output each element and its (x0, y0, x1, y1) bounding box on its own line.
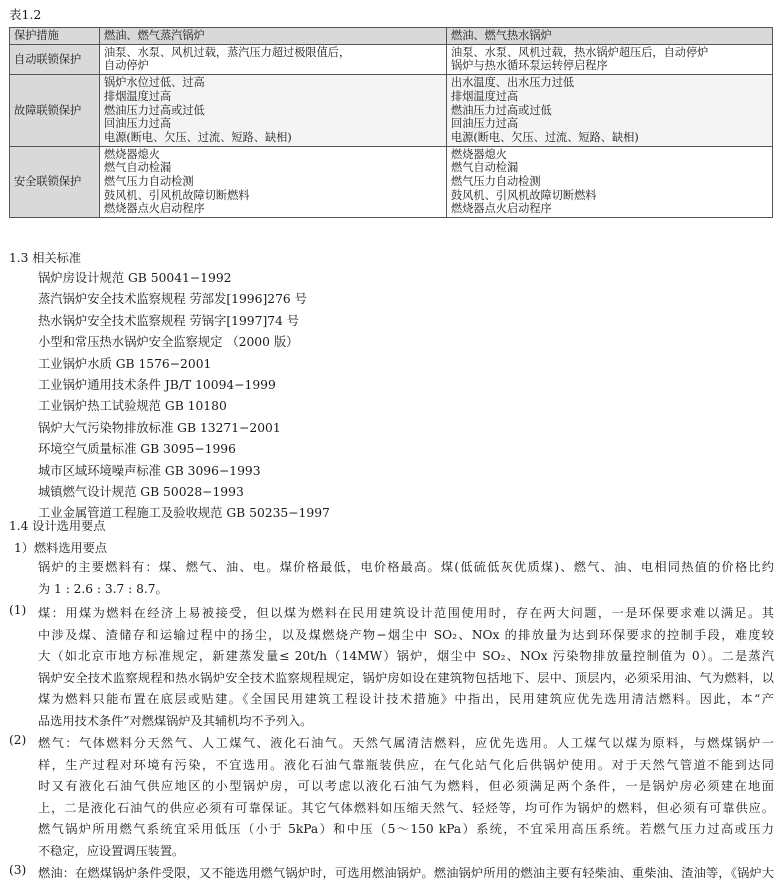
paragraph-line: 锅炉的主要燃料有：煤、燃气、油、电。煤价格最低，电价格最高。煤(低硫低灰优质煤)、燃气、油、电相同热值的价格比约 (38, 560, 774, 574)
cell-line: 燃气压力自动检测 (451, 175, 541, 189)
standard-item: 锅炉房设计规范 GB 50041−1992 (38, 271, 232, 285)
standard-item: 热水锅炉安全技术监察规程 劳锅字[1997]74 号 (38, 313, 300, 328)
cell-line: 燃烧器熄火 (104, 147, 160, 161)
standard-item: 工业金属管道工程施工及验收规范 GB 50235−1997 (38, 506, 330, 521)
cell-line: 自动停炉 (104, 59, 149, 73)
row-label: 故障联锁保护 (10, 75, 100, 147)
cell-line: 回油压力过高 (104, 117, 172, 131)
table-row (10, 75, 773, 147)
cell-line: 油泵、水泵、风机过载，热水锅炉超压后，自动停炉 (451, 45, 709, 59)
subsection-fuel-title: 1）燃料选用要点 (14, 541, 108, 555)
gas-paragraph (38, 733, 774, 863)
cell-line: 电源(断电、欠压、过流、短路、缺相) (104, 130, 292, 144)
cell-line: 电源(断电、欠压、过流、短路、缺相) (451, 130, 639, 144)
protection-table (9, 27, 773, 218)
item-number: (1) (9, 603, 27, 617)
standard-item: 小型和常压热水锅炉安全监察规定 （2000 版） (38, 335, 299, 350)
cell-line: 锅炉水位过低、过高 (104, 76, 205, 90)
cell-line: 燃烧器熄火 (451, 147, 507, 161)
row-label: 自动联锁保护 (10, 44, 100, 74)
paragraph-line: 锅炉安全技术监察规程和热水锅炉安全技术监察规程规定，锅炉房如设在建筑物包括地下、层中、顶层内，必须采用油、气为燃料，以 (38, 670, 774, 685)
cell-line: 锅炉与热水循环泵运转停启程序 (451, 59, 608, 73)
hot-water-cell (447, 146, 773, 218)
standards-list (38, 268, 330, 525)
paragraph-line: 燃气：气体燃料分天然气、人工煤气、液化石油气。天然气属清洁燃料，应优先选用。人工煤气以煤为原料，与燃煤锅炉一 (38, 736, 774, 750)
standard-item: 城市区域环境噪声标准 GB 3096−1993 (38, 463, 261, 478)
oil-paragraph (38, 863, 774, 885)
table-header-row (10, 28, 773, 45)
cell-line: 油泵、水泵、风机过载，蒸汽压力超过极限值后， (104, 45, 351, 59)
cell-line: 排烟温度过高 (451, 89, 519, 103)
cell-line: 燃气自动检漏 (451, 161, 519, 175)
fuel-intro-paragraph (38, 557, 774, 600)
standard-item: 蒸汽锅炉安全技术监察规程 劳部发[1996]276 号 (38, 292, 307, 307)
header-protection-measure: 保护措施 (10, 28, 100, 45)
cell-line: 燃油压力过高或过低 (104, 103, 205, 117)
header-steam-boiler: 燃油、燃气蒸汽锅炉 (100, 28, 447, 45)
cell-line: 燃气压力自动检测 (104, 175, 194, 189)
paragraph-line: 中涉及煤、渣储存和运输过程中的扬尘，以及煤燃烧产物−烟尘中 SO₂、NOx 的排放量为达到环保要求的控制手段，难度较 (38, 627, 774, 642)
steam-cell (100, 75, 447, 147)
standard-item: 工业锅炉水质 GB 1576−2001 (38, 356, 212, 371)
cell-line: 排烟温度过高 (104, 89, 172, 103)
row-label: 安全联锁保护 (10, 146, 100, 218)
cell-line: 燃烧器点火启动程序 (451, 202, 552, 216)
coal-paragraph (38, 603, 774, 733)
standard-item: 锅炉大气污染物排放标准 GB 13271−2001 (38, 420, 281, 435)
standard-item: 工业锅炉通用技术条件 JB/T 10094−1999 (38, 378, 276, 393)
hot-water-cell (447, 75, 773, 147)
header-hot-water-boiler: 燃油、燃气热水锅炉 (447, 28, 773, 45)
cell-line: 燃气自动检漏 (104, 161, 172, 175)
section-1-3-title: 1.3 相关标准 (9, 251, 82, 265)
standard-item: 环境空气质量标准 GB 3095−1996 (38, 442, 236, 457)
paragraph-line: 为 1 : 2.6 : 3.7 : 8.7。 (38, 581, 168, 596)
item-number: (2) (9, 733, 27, 747)
paragraph-line: 燃气锅炉所用燃气系统宜采用低压（小于 5kPa）和中压（5～150 kPa）系统，不宜采用高压系统。若燃气压力过高或压力 (38, 822, 774, 837)
paragraph-line: 上，二是液化石油气的供应必须有可靠保证。其它气体燃料如压缩天然气、轻烃等，均可作为锅炉的燃料，但必须有可靠供应。 (38, 800, 774, 815)
steam-cell (100, 146, 447, 218)
paragraph-line: 煤为燃料只能布置在底层或贴建。《全国民用建筑工程设计技术措施》中指出，民用建筑应优先选用清洁燃料。因此，本“产 (38, 692, 774, 707)
section-1-4-title: 1.4 设计选用要点 (9, 519, 106, 533)
cell-line: 鼓风机、引风机故障切断燃料 (451, 188, 597, 202)
cell-line: 燃烧器点火启动程序 (104, 202, 205, 216)
cell-line: 回油压力过高 (451, 117, 519, 131)
table-row (10, 44, 773, 74)
paragraph-line: 品选用技术条件”对燃煤锅炉及其辅机均不予列入。 (38, 713, 313, 728)
cell-line: 鼓风机、引风机故障切断燃料 (104, 188, 250, 202)
standard-item: 工业锅炉热工试验规范 GB 10180 (38, 399, 227, 414)
table-row (10, 146, 773, 218)
paragraph-line: 大（如北京市地方标准规定，新建蒸发量≤ 20t/h（14MW）锅炉，烟尘中 SO₂、NOx 污染物排放量控制值为 0）。二是蒸汽 (38, 649, 774, 664)
paragraph-line: 样，生产过程对环境有污染，不宜选用。液化石油气靠瓶装供应，在气化站气化后供锅炉使用。对于天然气管道不能到达同 (38, 757, 774, 772)
steam-cell (100, 44, 447, 74)
paragraph-line: 不稳定，应设置调压装置。 (38, 843, 185, 858)
item-number: (3) (9, 863, 27, 877)
table-caption: 表1.2 (9, 7, 42, 22)
paragraph-line: 燃油：在燃煤锅炉条件受限，又不能选用燃气锅炉时，可选用燃油锅炉。燃油锅炉所用的燃油主要有轻柴油、重柴油、渣油等，《锅炉大 (38, 866, 774, 880)
cell-line: 出水温度、出水压力过低 (451, 76, 575, 90)
paragraph-line: 时又有液化石油气供应地区的小型锅炉房，可以考虑以液化石油气为燃料，但必须满足两个条件，一是锅炉房必须建在地面 (38, 779, 774, 794)
paragraph-line: 煤：用煤为燃料在经济上易被接受，但以煤为燃料在民用建筑设计范围使用时，存在两大问题，一是环保要求难以满足。其 (38, 606, 774, 620)
cell-line: 燃油压力过高或过低 (451, 103, 552, 117)
hot-water-cell (447, 44, 773, 74)
standard-item: 城镇燃气设计规范 GB 50028−1993 (38, 485, 244, 500)
